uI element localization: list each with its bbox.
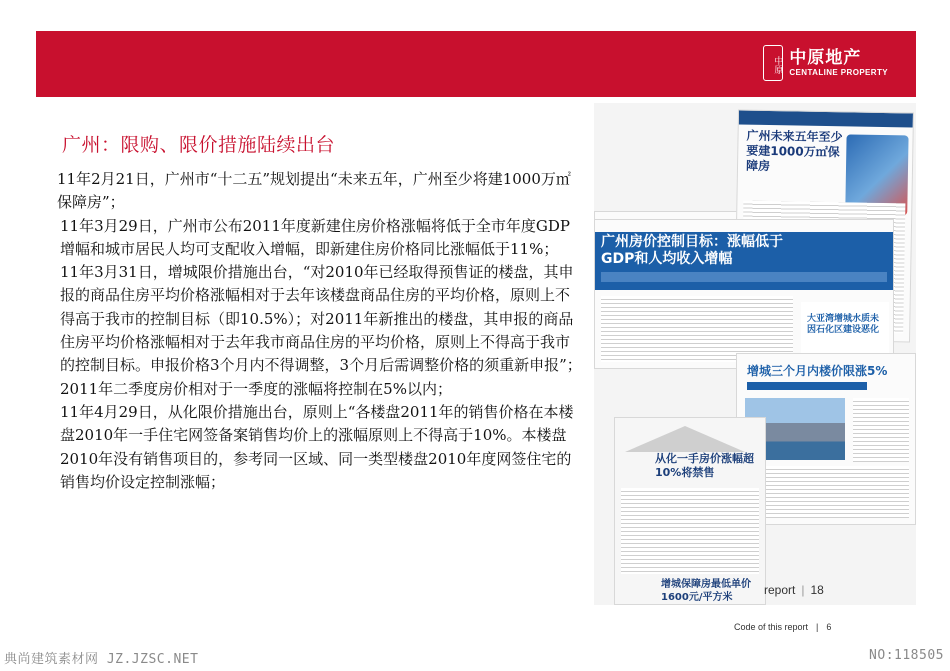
newspaper-collage [594, 103, 916, 605]
watermark-right: NO:118505 [869, 648, 944, 663]
clip3-headline: 广州房价控制目标：涨幅低于GDP和人均收入增幅 [601, 234, 783, 267]
clip3-side-headline: 大亚湾增城水质未因石化区建设恶化 [807, 314, 880, 335]
paragraph-1: 11年2月21日，广州市“十二五”规划提出“未来五年，广州至少将建1000万㎡保障房”； [57, 170, 571, 212]
clip1-headline: 广州未来五年至少要建1000万㎡保障房 [745, 128, 843, 174]
centaline-logo [763, 45, 888, 81]
house-roof-graphic [625, 426, 745, 452]
body-text [57, 168, 582, 494]
logo-seal: 中原 [763, 45, 783, 81]
slide-title: 广州：限购、限价措施陆续出台 [62, 134, 336, 156]
paragraph-4: 11年4月29日，从化限价措施出台，原则上“各楼盘2011年的销售价格在本楼盘2010年一手住宅网签备案销售均价上的涨幅原则上不得高于10%。本楼盘2010年没有销售项目的，参考同一区域、同一类型楼盘2010年度网签住宅的销售均价设定控制涨幅； [60, 402, 574, 491]
footer: Code of this report | 6 [734, 622, 832, 632]
newspaper-clip-middle [594, 219, 894, 369]
clip5-footer-headline: 增城保障房最低单价1600元/平方米 [661, 579, 751, 603]
paragraph-3: 11年3月31日，增城限价措施出台，“对2010年已经取得预售证的楼盘，其申报的商品住房平均价格涨幅相对于去年该楼盘商品住房的平均价格，原则上不得高于我市的控制目标（即10.5%）；对2011年新推出的楼盘，其申报的商品住房平均价格涨幅相对于去年我市商品住房的平均价格，原则上不得高于我市的控制目标。申报价格3个月内不得调整，3个月后需调整价格的须重新申报”；2011年二季度房价相对于一季度的涨幅将控制在5%以内； [60, 263, 582, 398]
collage-page-label: report | 18 [764, 583, 824, 597]
footer-text: Code of this report [734, 622, 809, 632]
clip5-headline: 从化一手房价涨幅超10%将禁售 [655, 452, 754, 479]
clip4-headline: 增城三个月内楼价限涨5% [747, 364, 888, 378]
footer-page-number: 6 [826, 622, 832, 632]
report-label: report [764, 583, 796, 597]
watermark-left: 典尚建筑素材网 JZ.JZSC.NET [4, 652, 199, 667]
newspaper-clip-bottom [614, 417, 766, 605]
paragraph-2: 11年3月29日，广州市公布2011年度新建住房价格涨幅将低于全市年度GDP增幅和城市居民人均可支配收入增幅，即新建住房价格同比涨幅低于11%； [60, 216, 570, 258]
report-page-number: 18 [810, 583, 824, 597]
header-banner [36, 31, 916, 97]
logo-name-en: CENTALINE PROPERTY [789, 68, 888, 77]
logo-name-cn: 中原地产 [789, 48, 862, 68]
